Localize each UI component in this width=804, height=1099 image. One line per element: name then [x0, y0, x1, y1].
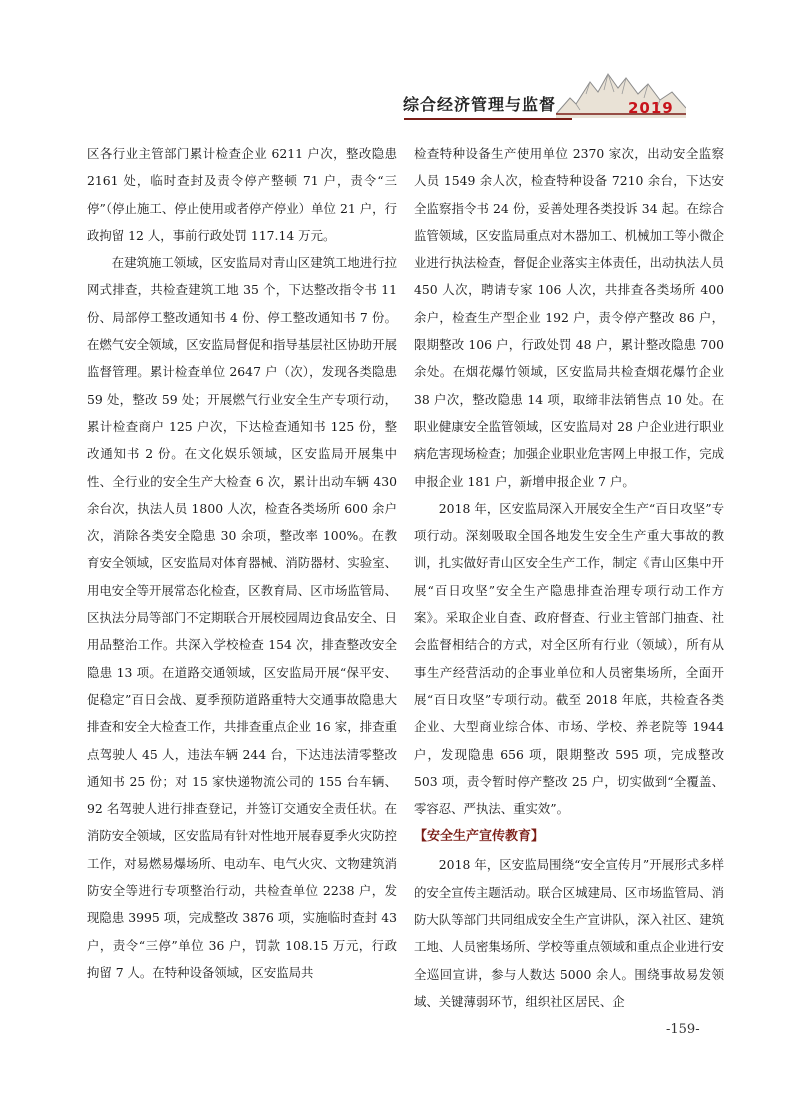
page-number: -159- — [666, 1022, 700, 1037]
paragraph-construction-safety: 在建筑施工领域，区安监局对青山区建筑工地进行拉网式排查，共检查建筑工地 35 个，下达整改指令书 11 份、局部停工整改通知书 4 份、停工整改通知书 7 份。在燃气安全领域，区安监局督促和指导基层社区协助开展监督管理。累计检查单位 2647 户（次），发现各类隐患 59 处，整改 59 处；开展燃气行业安全生产专项行动，累计检查商户 125 户次，下达检查通知书 125 份，整改通知书 2 份。在文化娱乐领域，区安监局开展集中性、全行业的安全生产大检查 6 次，累计出动车辆 430 余台次，执法人员 1800 人次，检查各类场所 600 余户次，消除各类安全隐患 30 余项，整改率 100%。在教育安全领域，区安监局对体育器械、消防器材、实验室、用电安全等开展常态化检查，区教育局、区市场监管局、区执法分局等部门不定期联合开展校园周边食品安全、日用品整治工作。共深入学校检查 154 次，排查整改安全隐患 13 项。在道路交通领域，区安监局开展“保平安、促稳定”百日会战、夏季预防道路重特大交通事故隐患大排查和安全大检查工作，共排查重点企业 16 家，排查重点驾驶人 45 人，违法车辆 244 台，下达违法清零整改通知书 25 份；对 15 家快递物流公司的 155 台车辆、92 名驾驶人进行排查登记，并签订交通安全责任状。在消防安全领域，区安监局有针对性地开展春夏季火灾防控工作，对易燃易爆场所、电动车、电气火灾、文物建筑消防安全等进行专项整治行动，共检查单位 2238 户，发现隐患 3995 项，完成整改 3876 项，实施临时查封 43 户，责令“三停”单位 36 户，罚款 108.15 万元，行政拘留 7 人。在特种设备领域，区安监局共 — [87, 255, 397, 980]
paragraph-safety-publicity: 2018 年，区安监局围绕“安全宣传月”开展形式多样的安全宣传主题活动。联合区城建局、区市场监管局、消防大队等部门共同组成安全生产宣讲队，深入社区、建筑工地、人员密集场所、学校等重点领域和重点企业进行安全巡回宣讲，参与人数达 5000 余人。围绕事故易发领域、关键薄弱环节，组织社区居民、企 — [414, 857, 724, 1009]
header-year: 2019 — [628, 99, 674, 117]
paragraph-hundred-days-campaign: 2018 年，区安监局深入开展安全生产“百日攻坚”专项行动。深刻吸取全国各地发生安全生产重大事故的教训，扎实做好青山区安全生产工作，制定《青山区集中开展“百日攻坚”安全生产隐患排查治理专项行动工作方案》。采取企业自查、政府督查、行业主管部门抽查、社会监督相结合的方式，对全区所有行业（领域），所有从事生产经营活动的企事业单位和人员密集场所，全面开展“百日攻坚”专项行动。截至 2018 年底，共检查各类企业、大型商业综合体、市场、学校、养老院等 1944 户，发现隐患 656 项，限期整改 595 项，完成整改 503 项，责令暂时停产整改 25 户，切实做到“全覆盖、零容忍、严执法、重实效”。 — [414, 500, 724, 817]
paragraph-continued: 区各行业主管部门累计检查企业 6211 户次，整改隐患 2161 处，临时查封及责令停产整顿 71 户，责令“三停”（停止施工、停止使用或者停产停业）单位 21 户，行政拘留 12 人，事前行政处罚 117.14 万元。 — [87, 146, 397, 243]
running-title: 综合经济管理与监督 — [402, 95, 556, 114]
left-column — [87, 140, 397, 986]
page-header — [0, 0, 804, 120]
right-column — [414, 140, 724, 1015]
section-heading: 【安全生产宣传教育】 — [414, 829, 545, 845]
header-rule — [404, 118, 572, 120]
paragraph-special-equipment: 检查特种设备生产使用单位 2370 家次，出动安全监察人员 1549 余人次，检查特种设备 7210 余台，下达安全监察指令书 24 份，妥善处理各类投诉 34 起。在综合监管领域，区安监局重点对木器加工、机械加工等小微企业进行执法检查，督促企业落实主体责任，出动执法人员 450 人次，聘请专家 106 人次，共排查各类场所 400 余户，检查生产型企业 192 户，责令停产整改 86 户，限期整改 106 户，行政处罚 48 户，累计整改隐患 700 余处。在烟花爆竹领域，区安监局共检查烟花爆竹企业 38 户次，整改隐患 14 项，取缔非法销售点 10 处。在职业健康安全监管领域，区安监局对 28 户企业进行职业病危害现场检查；加强企业职业危害网上申报工作，完成申报企业 181 户，新增申报企业 7 户。 — [414, 146, 724, 489]
